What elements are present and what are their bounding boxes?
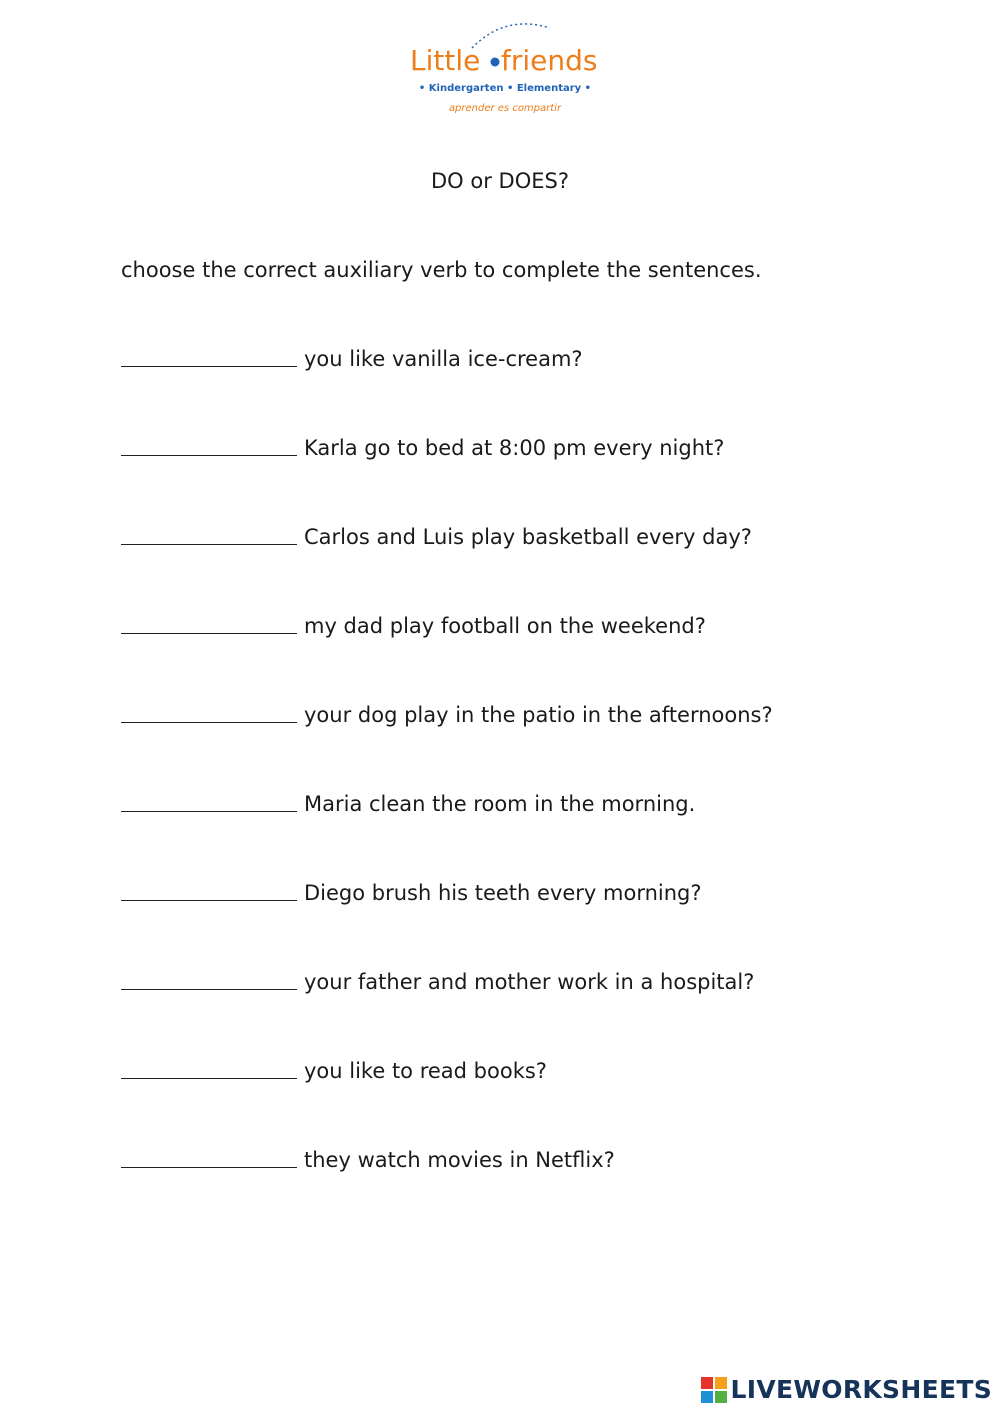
question-text: you like to read books? xyxy=(304,1059,547,1083)
liveworksheets-wordmark: LIVEWORKSHEETS xyxy=(730,1375,992,1404)
question-text: Maria clean the room in the morning. xyxy=(304,792,696,816)
answer-blank[interactable] xyxy=(121,433,297,456)
question-item xyxy=(121,344,773,433)
answer-blank[interactable] xyxy=(121,344,297,367)
answer-blank[interactable] xyxy=(121,789,297,812)
answer-blank[interactable] xyxy=(121,1145,297,1168)
logo-dot xyxy=(491,58,500,67)
question-item xyxy=(121,522,773,611)
question-item xyxy=(121,700,773,789)
question-list xyxy=(121,344,773,1234)
answer-blank[interactable] xyxy=(121,700,297,723)
worksheet-title: DO or DOES? xyxy=(431,169,569,193)
question-item xyxy=(121,611,773,700)
logo-subtitle: • Kindergarten • Elementary • xyxy=(418,83,592,94)
worksheet-instructions: choose the correct auxiliary verb to complete the sentences. xyxy=(121,258,762,282)
question-text: your father and mother work in a hospital? xyxy=(304,970,755,994)
answer-blank[interactable] xyxy=(121,522,297,545)
liveworksheets-logo-icon xyxy=(701,1377,727,1403)
answer-blank[interactable] xyxy=(121,1056,297,1079)
question-text: you like vanilla ice-cream? xyxy=(304,347,583,371)
school-logo xyxy=(400,20,610,120)
answer-blank[interactable] xyxy=(121,878,297,901)
question-text: Karla go to bed at 8:00 pm every night? xyxy=(304,436,725,460)
question-text: your dog play in the patio in the afternoons? xyxy=(304,703,773,727)
question-item xyxy=(121,789,773,878)
question-item xyxy=(121,433,773,522)
logo-name-little: Little xyxy=(410,44,481,77)
question-text: they watch movies in Netflix? xyxy=(304,1148,615,1172)
question-item xyxy=(121,1056,773,1145)
answer-blank[interactable] xyxy=(121,611,297,634)
answer-blank[interactable] xyxy=(121,967,297,990)
question-text: my dad play football on the weekend? xyxy=(304,614,706,638)
question-text: Carlos and Luis play basketball every day? xyxy=(304,525,752,549)
question-item xyxy=(121,878,773,967)
logo-motto: aprender es compartir xyxy=(448,103,562,114)
question-item xyxy=(121,1145,773,1234)
liveworksheets-branding[interactable] xyxy=(701,1375,992,1405)
question-text: Diego brush his teeth every morning? xyxy=(304,881,702,905)
question-item xyxy=(121,967,773,1056)
logo-name-friends: friends xyxy=(501,44,598,77)
